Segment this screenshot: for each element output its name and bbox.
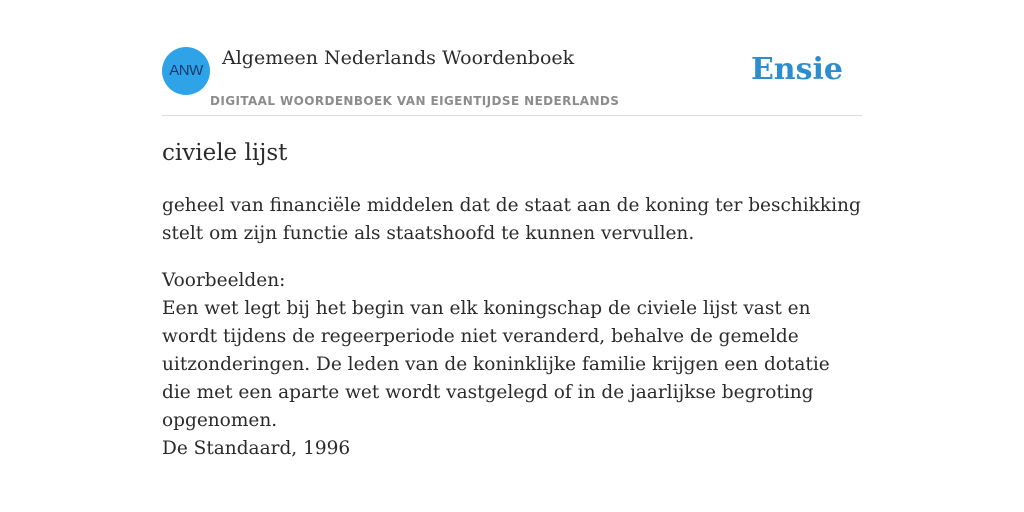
entry-definition: geheel van financiële middelen dat de staat aan de koning ter beschikking stelt om zijn functie als staatshoofd te kunnen vervullen. — [162, 195, 861, 244]
site-subtitle: DIGITAAL WOORDENBOEK VAN EIGENTIJDSE NEDERLANDS — [210, 94, 620, 108]
examples-section — [162, 267, 862, 463]
ensie-brand-link[interactable]: Ensie — [750, 52, 843, 87]
anw-logo[interactable]: ANW — [162, 47, 210, 95]
example-text: Een wet legt bij het begin van elk koningschap de civiele lijst vast en wordt tijdens de regeerperiode niet veranderd, behalve de gemelde uitzonderingen. De leden van de koninklijke familie krijgen een dotatie die met een aparte wet wordt vastgelegd of in de jaarlijkse begroting opgenomen. — [162, 298, 830, 431]
site-title[interactable]: Algemeen Nederlands Woordenboek — [222, 47, 575, 69]
entry-term: civiele lijst — [162, 140, 288, 166]
example-source: De Standaard, 1996 — [162, 438, 351, 459]
site-header — [162, 44, 862, 116]
examples-label: Voorbeelden: — [162, 270, 286, 291]
